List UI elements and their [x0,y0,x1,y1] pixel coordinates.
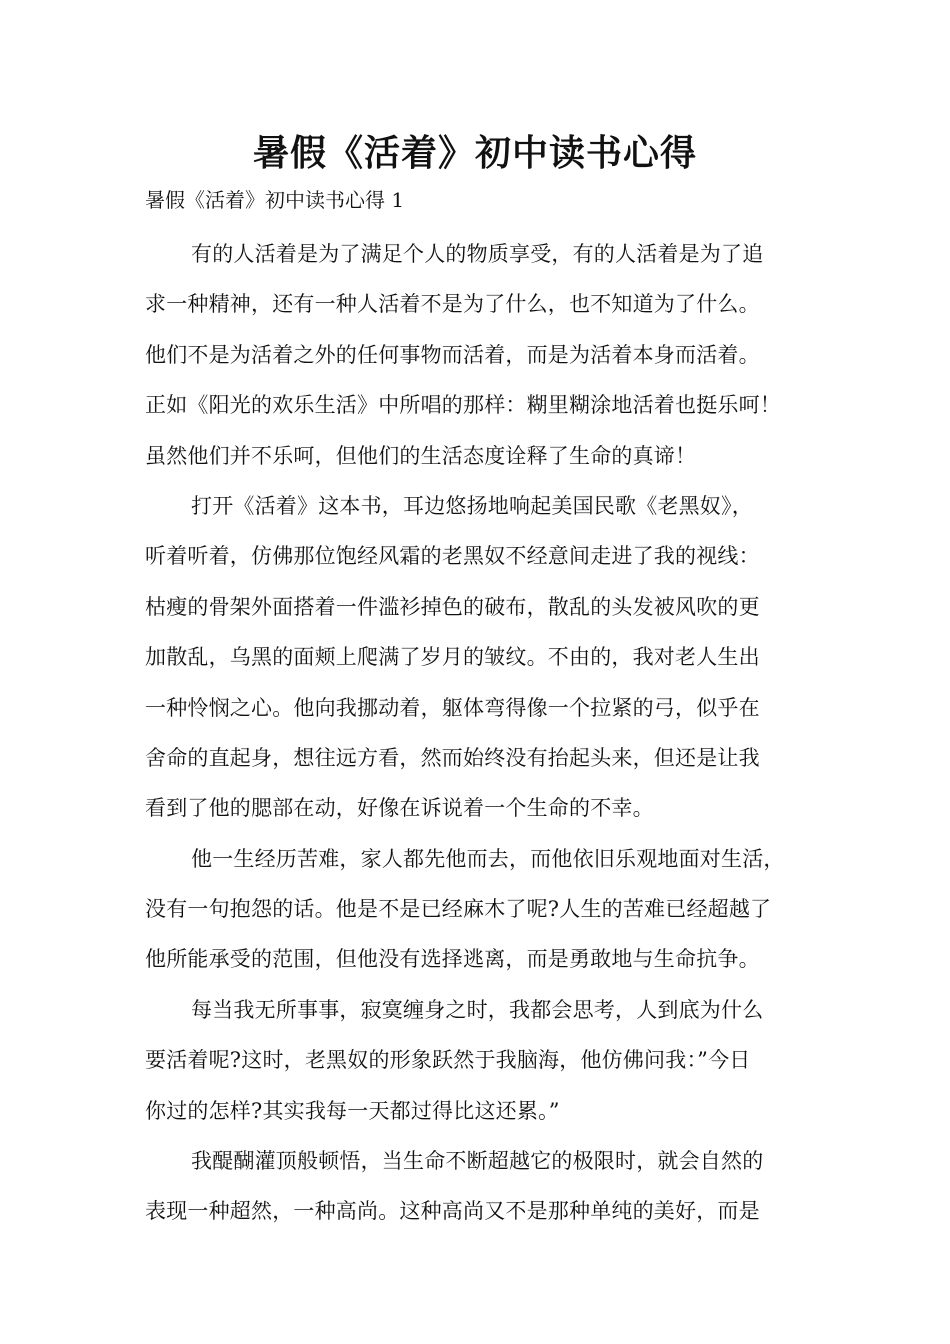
text-line: 他们不是为活着之外的任何事物而活着，而是为活着本身而活着。 [145,342,760,367]
text-line: 正如《阳光的欢乐生活》中所唱的那样：糊里糊涂地活着也挺乐呵！ [145,393,781,418]
text-line: 枯瘦的骨架外面搭着一件滥衫掉色的破布，散乱的头发被风吹的更 [145,594,760,619]
text-line: 打开《活着》这本书，耳边悠扬地响起美国民歌《老黑奴》， [191,493,753,518]
text-line: 没有一句抱怨的话。他是不是已经麻木了呢?人生的苦难已经超越了 [145,897,772,922]
text-line: 舍命的直起身，想往远方看，然而始终没有抬起头来，但还是让我 [145,745,760,770]
text-line: 你过的怎样?其实我每一天都过得比这还累。” [145,1098,560,1123]
text-line: 表现一种超然，一种高尚。这种高尚又不是那种单纯的美好，而是 [145,1199,760,1224]
text-line: 每当我无所事事，寂寞缠身之时，我都会思考，人到底为什么 [191,997,764,1022]
text-line: 一种怜悯之心。他向我挪动着，躯体弯得像一个拉紧的弓，似乎在 [145,695,760,720]
text-line: 虽然他们并不乐呵，但他们的生活态度诠释了生命的真谛！ [145,443,697,468]
body-text [145,229,815,1237]
text-line: 听着听着，仿佛那位饱经风霜的老黑奴不经意间走进了我的视线： [145,544,760,569]
text-line: 加散乱，乌黑的面颊上爬满了岁月的皱纹。不由的，我对老人生出 [145,645,760,670]
text-line: 他一生经历苦难，家人都先他而去，而他依旧乐观地面对生活， [191,846,785,871]
text-line: 要活着呢?这时，老黑奴的形象跃然于我脑海，他仿佛问我：”今日 [145,1048,751,1073]
document-title: 暑假《活着》初中读书心得 [252,132,697,174]
text-line: 有的人活着是为了满足个人的物质享受，有的人活着是为了追 [191,242,764,266]
text-line: 我醍醐灌顶般顿悟，当生命不断超越它的极限时，就会自然的 [191,1149,764,1174]
text-line: 求一种精神，还有一种人活着不是为了什么，也不知道为了什么。 [145,292,760,317]
text-line: 他所能承受的范围，但他没有选择逃离，而是勇敢地与生命抗争。 [145,947,760,972]
text-line: 看到了他的腮部在动，好像在诉说着一个生命的不幸。 [145,796,654,821]
section-heading: 暑假《活着》初中读书心得 1 [145,188,405,212]
